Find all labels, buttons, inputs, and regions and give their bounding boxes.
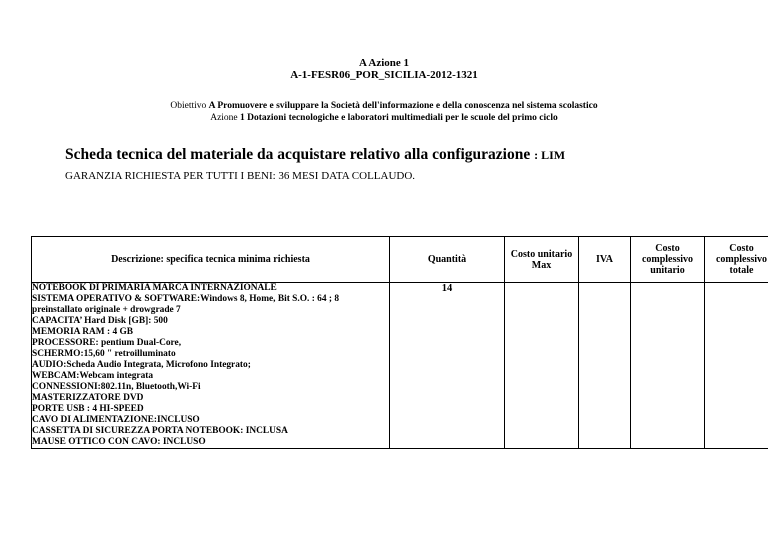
obiettivo-line bbox=[0, 100, 768, 112]
spec-line: MEMORIA RAM : 4 GB bbox=[32, 327, 134, 337]
spec-line: CASSETTA DI SICUREZZA PORTA NOTEBOOK: INCLUSA bbox=[32, 426, 288, 436]
table-row bbox=[32, 283, 768, 449]
col-header-descrizione: Descrizione: specifica tecnica minima richiesta bbox=[32, 237, 390, 283]
row-iva bbox=[579, 283, 631, 449]
col-header-cu-l1: Costo bbox=[655, 243, 680, 254]
azione-line bbox=[0, 112, 768, 124]
azione-label: Azione bbox=[210, 113, 238, 123]
row-costo-unitario bbox=[505, 283, 579, 449]
col-header-ct-l3: totale bbox=[729, 265, 754, 276]
col-header-quantita: Quantità bbox=[390, 237, 505, 283]
col-header-ct-l2: complessivo bbox=[715, 254, 768, 265]
col-header-cu-l3: unitario bbox=[650, 265, 685, 276]
col-header-iva: IVA bbox=[579, 237, 631, 283]
spec-line: PORTE USB : 4 HI-SPEED bbox=[32, 404, 144, 414]
azione-text: 1 Dotazioni tecnologiche e laboratori multimediali per le scuole del primo ciclo bbox=[240, 113, 558, 123]
row-quantita: 14 bbox=[390, 283, 505, 449]
spec-line: SCHERMO:15,60 " retroilluminato bbox=[32, 349, 176, 359]
spec-line: NOTEBOOK DI PRIMARIA MARCA INTERNAZIONALE bbox=[32, 283, 277, 293]
spec-line: CAVO DI ALIMENTAZIONE:INCLUSO bbox=[32, 415, 200, 425]
spec-line: CONNESSIONI:802.11n, Bluetooth,Wi-Fi bbox=[32, 382, 201, 392]
col-header-costo-unitario-l2: Max bbox=[531, 259, 552, 271]
spec-line: preinstallato originale + drowgrade 7 bbox=[32, 305, 181, 315]
table-header-row bbox=[32, 237, 768, 283]
spec-line: PROCESSORE: pentium Dual-Core, bbox=[32, 338, 182, 348]
col-header-ct-l1: Costo bbox=[729, 243, 754, 254]
row-complessivo-totale bbox=[705, 283, 768, 449]
col-header-complessivo-totale bbox=[705, 237, 768, 283]
col-header-costo-unitario-l1: Costo unitario bbox=[510, 248, 573, 260]
document-title bbox=[65, 146, 565, 164]
spec-line: CAPACITA’ Hard Disk [GB]: 500 bbox=[32, 316, 168, 326]
title-config: : LIM bbox=[534, 148, 566, 162]
title-main: Scheda tecnica del materiale da acquistare relativo alla configurazione bbox=[65, 146, 531, 163]
spec-line: SISTEMA OPERATIVO & SOFTWARE:Windows 8, Home, Bit S.O. : 64 ; 8 bbox=[32, 294, 340, 304]
spec-line: WEBCAM:Webcam integrata bbox=[32, 371, 154, 381]
garanzia-note: GARANZIA RICHIESTA PER TUTTI I BENI: 36 MESI DATA COLLAUDO. bbox=[65, 170, 416, 182]
heading-azione: A Azione 1 bbox=[358, 57, 410, 69]
obiettivo-label: Obiettivo bbox=[170, 101, 207, 111]
spec-line: MASTERIZZATORE DVD bbox=[32, 393, 144, 403]
spec-line: AUDIO:Scheda Audio Integrata, Microfono Integrato; bbox=[32, 360, 251, 370]
row-descrizione bbox=[32, 283, 390, 449]
obiettivo-text: A Promuovere e sviluppare la Società dell'informazione e della conoscenza nel sistema scolastico bbox=[208, 101, 598, 111]
heading-code: A-1-FESR06_POR_SICILIA-2012-1321 bbox=[290, 69, 478, 81]
spec-table bbox=[31, 236, 768, 449]
col-header-costo-unitario bbox=[505, 237, 579, 283]
spec-line: MAUSE OTTICO CON CAVO: INCLUSO bbox=[32, 437, 206, 447]
row-complessivo-unitario bbox=[631, 283, 705, 449]
col-header-complessivo-unitario bbox=[631, 237, 705, 283]
col-header-cu-l2: complessivo bbox=[641, 254, 694, 265]
